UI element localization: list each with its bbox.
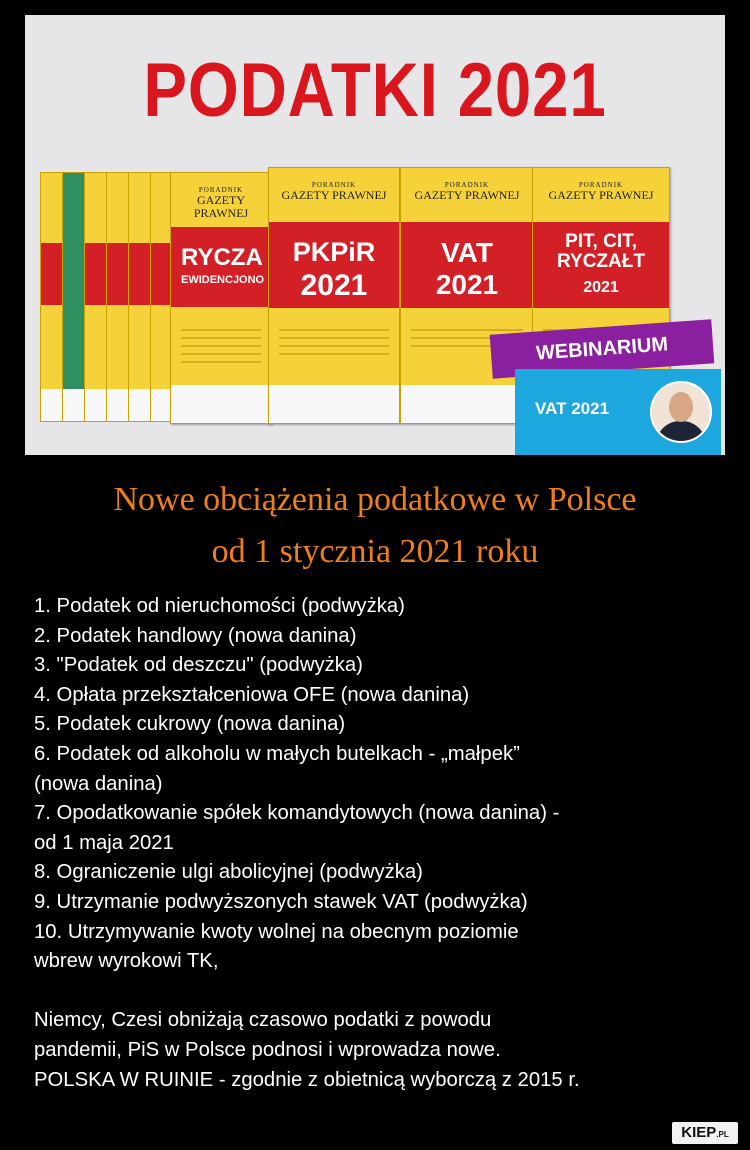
book-cover-vat: PORADNIK GAZETY PRAWNEJ VAT 2021 xyxy=(400,167,534,424)
list-item: 7. Opodatkowanie spółek komandytowych (nowa danina) - xyxy=(34,802,560,825)
list-item: 1. Podatek od nieruchomości (podwyżka) xyxy=(34,595,405,617)
webinar-topic: VAT 2021 xyxy=(535,399,610,418)
list-item: 2. Podatek handlowy (nowa danina) xyxy=(34,624,357,647)
tax-list xyxy=(34,592,724,1095)
webinar-info-box xyxy=(515,369,721,455)
book-subtitle: EWIDENCJONO xyxy=(181,274,265,286)
list-item: 9. Utrzymanie podwyższonych stawek VAT (podwyżka) xyxy=(34,890,528,913)
closing-text: Niemcy, Czesi obniżają czasowo podatki z powodu xyxy=(34,1009,492,1032)
book-title: VAT xyxy=(441,237,493,268)
book-cover-ryczalt: PORADNIK GAZETY PRAWNEJ RYCZA EWIDENCJONO xyxy=(170,172,272,424)
book-cover-pkpir: PORADNIK GAZETY PRAWNEJ PKPiR 2021 xyxy=(268,167,400,424)
heading-line: od 1 stycznia 2021 roku xyxy=(211,533,539,570)
list-item: 3. "Podatek od deszczu" (podwyżka) xyxy=(34,654,363,677)
book-spine xyxy=(106,172,130,422)
list-item: 8. Ograniczenie ulgi abolicyjnej (podwyżka) xyxy=(34,861,423,884)
webinar-badge: WEBINARIUM xyxy=(490,319,715,378)
list-item: 6. Podatek od alkoholu w małych butelkach - „małpek” xyxy=(34,742,520,765)
list-item: wbrew wyrokowi TK, xyxy=(34,950,219,973)
list-item: 10. Utrzymywanie kwoty wolnej na obecnym poziomie xyxy=(34,920,519,943)
banner-title: PODATKI 2021 xyxy=(143,48,607,133)
site-watermark: KIEP.PL xyxy=(672,1122,738,1144)
closing-text: pandemii, PiS w Polsce podnosi i wprowadza nowe. xyxy=(34,1038,501,1061)
book-spine xyxy=(40,172,64,422)
book-cover-pit-cit: PORADNIK GAZETY PRAWNEJ PIT, CIT, RYCZAŁT 2021 xyxy=(532,167,670,424)
book-spine xyxy=(84,172,108,422)
list-item: (nowa danina) xyxy=(34,772,163,795)
list-item: od 1 maja 2021 xyxy=(34,831,174,854)
book-title: PIT, CIT, RYCZAŁT xyxy=(557,231,645,272)
page-heading xyxy=(0,474,750,578)
advert-banner xyxy=(25,15,725,455)
book-spine xyxy=(128,172,152,422)
heading-line: Nowe obciążenia podatkowe w Polsce xyxy=(113,481,637,518)
book-spine xyxy=(62,172,86,422)
book-subtitle: 2021 xyxy=(583,279,619,296)
list-item: 4. Opłata przekształceniowa OFE (nowa danina) xyxy=(34,683,470,706)
speaker-avatar xyxy=(650,381,712,443)
book-subtitle: 2021 xyxy=(435,269,499,300)
closing-text: POLSKA W RUINIE - zgodnie z obietnicą wyborczą z 2015 r. xyxy=(34,1068,580,1091)
book-title: RYCZA xyxy=(181,244,263,271)
book-title: PKPiR xyxy=(292,237,376,267)
list-item: 5. Podatek cukrowy (nowa danina) xyxy=(34,713,346,736)
book-subtitle: 2021 xyxy=(300,269,368,302)
